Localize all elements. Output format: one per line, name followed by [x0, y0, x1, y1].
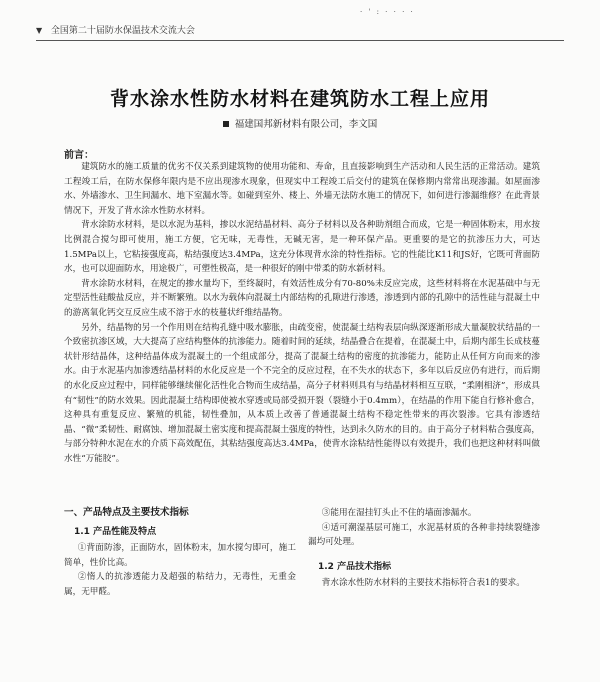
- left-column: [64, 506, 296, 600]
- feature-item: ①背面防渗，正面防水，固体粉末，加水搅匀即可，施工简单，性价比高。: [64, 543, 296, 568]
- preface-body: [64, 160, 540, 466]
- preface-paragraph: 背水涂防水材料，在规定的掺水量均下，至终凝时，有效活性成分有70-80%未反应完成，这些材料将在水泥基础中与无定型活性硅酸盐反应，并不断繁殖。以水为载体向混凝土内部结构的孔隙进行渗透，渗透到内部的孔隙中的活性硅与混凝土中的游离氧化钙交互反应生成不溶于水的枝蔓状纤维结晶物。: [64, 278, 540, 318]
- section-heading: 一、产品特点及主要技术指标: [64, 507, 189, 518]
- running-header: [36, 24, 564, 38]
- subsection-heading: 1.2 产品技术指标: [318, 561, 392, 572]
- preface-paragraph: 另外，结晶物的另一个作用则在结构孔缝中吸水膨胀，由疏变密，使混凝土结构表层向纵深逐渐形成大量凝胶状结晶的一个致密抗渗区域，大大提高了应结构整体的抗渗能力。随着时间的延续，结晶叠合在提着，在混凝土中，后期内部生长成枝蔓状针形结晶体，这种结晶体成为混凝土的一个组成部分，提高了混凝土结构的密度的抗渗能力，能防止从任何方向而来的渗水。由于水泥基内加渗透结晶材料的水化反应是一个不完全的反应过程，在不失水的状态下，多年以后反应仍有进行，而后期的水化反应过程中，同样能够继续催化活性化合物而生成结晶，高分子材料则具有与结晶材料相互互联，“柔刚相济”，形成具有“韧性”的防水效果。因此混凝土结构即使被水穿透或局部受损开裂（裂缝小于0.4mm），在结晶的作用下能自行修补愈合，这种具有重复反应、繁殖的机能，韧性叠加，从本质上改善了普通混凝土结构不稳定性带来的再次裂渗。它具有渗透结晶、“微”柔韧性、耐腐蚀、增加混凝土密实度和提高混凝土强度的特性，达到永久防水的目的。由于高分子材料粘合强度高，与部分特种水泥在水的介质下高效配伍，其粘结强度高达3.4MPa，使背水涂粘结性能得以有效提升，我们也把这种材料叫做水性“万能胶”。: [64, 322, 540, 464]
- subsection-heading: 1.1 产品性能及特点: [74, 526, 157, 537]
- feature-item: ②惰人的抗渗透能力及超强的粘结力，无毒性，无重金属，无甲醛。: [64, 572, 296, 597]
- running-header-title: 全国第二十届防水保温技术交流大会: [50, 26, 195, 36]
- right-column: [308, 506, 540, 591]
- feature-item: ③能用在湿挂钉头止不住的墙面渗漏水。: [321, 508, 477, 518]
- preface-paragraph: 建筑防水的施工质量的优劣不仅关系到建筑物的使用功能和、寿命，且直接影响到生产活动和人民生活的正常活动。建筑工程竣工后，在防水保修年限内是不应出现渗水现象，但现实中工程竣工后交付的建筑在保修期内常常出现渗漏。如屋面渗水、外墙渗水、卫生间漏水、地下室漏水等。如碰到室外、楼上、外墙无法防水施工的情况下，如何进行渗漏维修？在此背景情况下，开发了背水涂水性防水材料。: [64, 162, 540, 216]
- arrow-icon: ▼: [36, 26, 43, 35]
- header-rule: [36, 40, 564, 41]
- article-authors: [0, 116, 600, 130]
- preface-paragraph: 背水涂防水材料，是以水泥为基料，掺以水泥结晶材料、高分子材料以及各种助剂组合而成，它是一种固体粉末，用水按比例混合搅匀即可使用，施工方便，它无味，无毒性，无碱无害，是一种环保产品。更重要的是它的抗渗压力大，可达1.5MPa以上，它粘接强度高，粘结强度达3.4MPa，这充分体现背水涂的特性指标。它的性能比K11和JS好，它既可背面防水，也可以迎面防水，用途极广，可塑性极高，是一种很好的刚中带柔的防水新材料。: [64, 220, 540, 275]
- preface-heading: 前言：: [64, 150, 94, 161]
- subsection-text: 背水涂水性防水材料的主要技术指标符合表1的要求。: [321, 578, 525, 589]
- authors-text: 福建国邦新材料有限公司，李文国: [234, 119, 378, 130]
- square-bullet-icon: [223, 121, 229, 127]
- scan-marks: · ' : · · · ·: [360, 8, 415, 16]
- article-title: 背水涂水性防水材料在建筑防水工程上应用: [109, 88, 490, 110]
- feature-item: ④适可潮湿基层可施工，水泥基材质的各种非持续裂缝渗漏均可处理。: [308, 522, 540, 548]
